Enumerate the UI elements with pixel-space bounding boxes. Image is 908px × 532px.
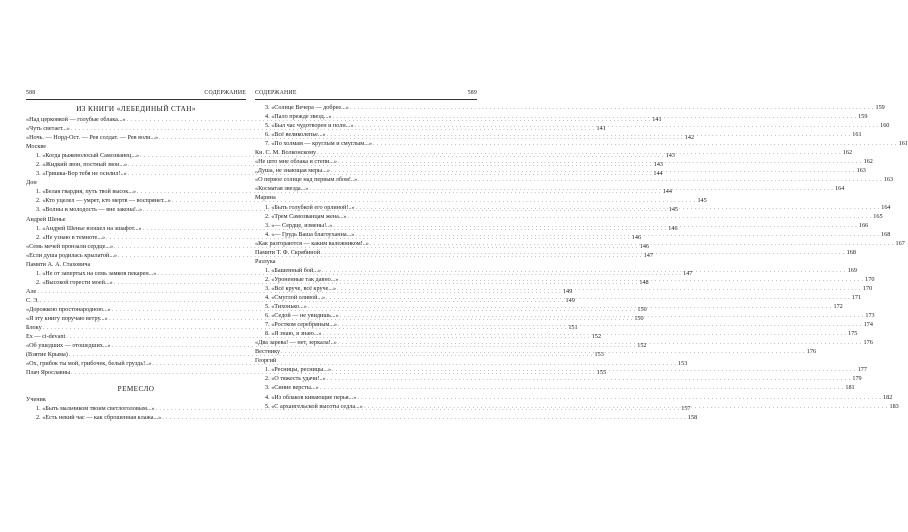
toc-entry-page: 170 [862,284,873,292]
toc-entry-page: 142 [684,134,695,142]
toc-group-heading [26,178,246,187]
toc-entry-title: 6. «Седой — не увидишь...» [265,312,339,320]
toc-entry-title: «Не што мне облака и степи...» [255,158,337,166]
toc-entry-title: С. Э. [26,296,39,304]
dot-leader [355,231,879,240]
toc-entry-title: 2. «Кто уцелел — умрет, кто мертв — воспрянет...» [36,197,171,205]
toc-entry-page: 159 [875,104,885,111]
toc-entry-title: 2. «Уроненные так давно...» [265,275,339,283]
toc-entry-page: 170 [865,275,875,283]
toc-entry-title: (Взятие Крыма) [26,351,68,359]
toc-entry-page: 157 [681,405,691,413]
toc-entry-title: 8. «Я знаю, я знаю...» [265,330,322,338]
toc-entry [255,103,885,112]
page-number-left: 588 [26,90,36,96]
toc-entry-title: 3. «Всё круче, всё круче...» [265,284,337,292]
toc-entry-page: 141 [652,116,662,123]
toc-entry-title: Памяти Т. Ф. Скрябиной [255,248,321,256]
dot-leader [373,140,897,149]
toc-entry-title: Андрей Шенье [26,215,66,223]
dot-leader [327,131,851,140]
toc-entry-title: Плач Ярославны [26,369,71,377]
toc-entry [255,393,893,402]
page-number-right: 589 [467,90,477,96]
dot-leader [317,149,841,158]
toc-entry-page: 148 [639,278,649,286]
dot-leader [339,276,863,285]
header-rule-left [26,99,246,100]
toc-entry-page: 183 [889,402,899,410]
toc-entry-page: 160 [880,122,890,130]
toc-entry-title: 2. «Есть некий час — как сброшенная клажа...» [36,414,162,422]
toc-entry-title: 2. «О тяжесть удачи!..» [265,375,326,383]
toc-entry-page: 164 [881,203,891,211]
toc-entry-title: «Я эту книгу поручаю ветру...» [26,315,108,323]
toc-entry-title: 1. «Быть мальчиком твоим светлоголовым...» [36,405,155,413]
dot-leader [358,176,882,185]
toc-entry-title: 1. «Белая гвардия, путь твой высок...» [36,188,137,196]
toc-entry-title: Дон [26,179,37,187]
toc-entry-page: 168 [846,248,856,256]
toc-entry-title: «Если душа родилась крылатой...» [26,251,117,259]
toc-entry-title: 4. «— Грудь Ваша благоуханна...» [265,230,355,238]
dot-leader [320,384,844,393]
toc-entry-page: 179 [852,375,862,383]
toc-entry-page: 177 [857,366,867,374]
toc-entry-page: 176 [806,348,817,356]
dot-leader [327,375,851,384]
toc-entry-title: «Ох, грибок ты мой, грибочек, белый груздь!..» [26,360,152,368]
running-head-right [255,90,477,99]
running-head-left [26,90,246,99]
toc-entry-page: 143 [665,152,675,160]
toc-group-heading [255,193,477,202]
toc-entry-page: 153 [678,360,688,368]
toc-entry-page: 171 [851,293,862,301]
toc-entry-page: 167 [895,239,905,247]
toc-entry-page: 153 [594,351,604,359]
toc-entry-page: 166 [858,221,869,229]
dot-leader [322,267,846,276]
dot-leader [338,158,862,167]
running-title-left: СОДЕРЖАНИЕ [204,90,246,96]
toc-entry [255,139,908,148]
running-title-right: СОДЕРЖАНИЕ [255,90,297,96]
toc-entry-title: Москве [26,143,46,151]
toc-entry-page: 143 [653,161,664,169]
toc-entry-title: 5. «С архангельской высоты седла...» [265,402,363,410]
dot-leader [356,204,880,213]
toc-entry-page: 165 [873,212,883,220]
toc-entry-page: 146 [631,233,642,241]
toc-entry-title: 1. «Ресницы, ресницы...» [265,366,332,374]
toc-entry-title: 7. «По холмам — круглым и смуглым...» [265,140,372,148]
toc-entry-title: Ученик [26,396,46,404]
toc-entry-title: «Косматая звезда...» [255,185,309,193]
toc-entry-page: 161 [898,140,908,148]
toc-entry-title: 4. «Пало прежде звезд...» [265,113,332,121]
toc-entry-title: «Как разгораются — каким валежником!..» [255,239,369,247]
toc-entry-title: 3. «— Сердце, измены!..» [265,221,333,229]
toc-entry-title: 5. «Был час чудотворен и полн...» [265,122,354,130]
dot-leader [332,366,856,375]
toc-entry-page: 145 [668,206,678,214]
toc-entry-page: 176 [863,339,873,347]
toc-entry-title: 4. «Смуглой оливой...» [265,293,326,301]
dot-leader [338,321,862,330]
dot-leader [337,285,861,294]
toc-entry-page: 149 [565,296,575,304]
dot-leader [326,294,850,303]
toc-entry-title: «Ночь. — Норд-Ост. — Рев солдат. — Рев волн...» [26,134,159,142]
toc-entry-page: 147 [643,251,653,259]
dot-leader [340,312,864,321]
toc-group-heading [26,260,246,269]
toc-entry-title: Марина [255,194,276,202]
section-title-remeslo: РЕМЕСЛО [117,385,155,394]
toc-entry-title: 5. «Тихонько...» [265,303,307,311]
toc-entry-page: 150 [637,305,647,313]
dot-leader [322,330,846,339]
toc-entry-page: 141 [596,125,606,133]
toc-entry-page: 150 [634,315,644,323]
toc-entry-page: 152 [637,342,647,350]
toc-entry-title: «Чуть светает...» [26,125,70,133]
toc-entry-title: «О первое солнце над первым лбом!..» [255,176,358,184]
toc-entry [255,374,862,383]
dot-leader [308,303,832,312]
toc-entry-page: 144 [662,188,672,196]
toc-entry-title: 3. «Синие версты...» [265,384,319,392]
toc-entry-title: Разлука [255,257,276,265]
toc-entry [255,175,894,184]
section-title-lebediny-stan: ИЗ КНИГИ «ЛЕБЕДИНЫЙ СТАН» [76,105,196,113]
toc-group-heading [255,257,477,266]
dot-leader [333,113,857,122]
dot-leader [364,403,888,412]
toc-entry-page: 169 [847,266,857,274]
toc-entry-page: 145 [697,197,707,205]
toc-entry-title: «Два зарева! — нет, зеркала!..» [255,339,337,347]
toc-entry-title: 7. «Ростком серебряным...» [265,321,338,329]
dot-leader [281,348,805,357]
toc-entry-title: 3. «Волны и молодость — вне закона!..» [36,206,143,214]
dot-leader [309,185,833,194]
dot-leader [354,122,878,131]
dot-leader [331,167,855,176]
toc-entry-title: 1. «Когда рыжеволосый Самозванец...» [36,152,140,160]
toc-entry-page: 149 [562,287,573,295]
dot-leader [350,104,874,113]
toc-entry-page: 146 [668,224,678,232]
toc-entry [255,383,855,392]
toc-entry-title: 2. «Жидкий звон, постный звон...» [36,161,128,169]
toc-entry-page: 182 [883,393,893,401]
toc-entry-page: 155 [596,369,607,377]
toc-entry-page: 175 [848,330,858,338]
dot-leader [338,339,862,348]
toc-group-heading [26,142,246,151]
toc-entry-page: 172 [833,303,843,311]
dot-leader [321,249,845,258]
toc-group-heading [255,356,477,365]
toc-entry-title: „Душа, не знающая меры...» [255,167,330,175]
toc-entry-page: 173 [865,312,875,320]
toc-group-heading [26,215,246,224]
toc-entry-page: 158 [687,414,698,422]
toc-entry-title: «Семь мечей пронзали сердце...» [26,242,114,250]
toc-entry-page: 151 [568,324,578,332]
toc-entry-page: 163 [883,176,894,184]
toc-entry-title: 1. «Андрей Шенье взошел на эшафот...» [36,224,142,232]
toc-entry-title: 2. «Высокой горести моей...» [36,278,113,286]
toc-entry-page: 174 [863,321,873,329]
toc-entry-title: 2. «Трем Самозванцам жена...» [265,212,347,220]
toc-entry-title: «Дорожкою простонародною...» [26,305,111,313]
toc-entry-page: 146 [639,242,649,250]
toc-entry-title: 6. «Всё великолепье...» [265,131,326,139]
toc-entry-title: «Об ушедших — отошедших...» [26,342,111,350]
toc-entry-page: 159 [858,113,868,121]
toc-entry-page: 162 [842,149,853,157]
toc-entry-title: 1. «Быть голубкой его орлиной!..» [265,203,355,211]
toc-entry-title: Блоку [26,324,42,332]
toc-entry-page: 163 [856,167,866,175]
toc-entry-title: 4. «Из облаков кивающие перья...» [265,393,357,401]
toc-entry-page: 164 [835,185,845,193]
toc-entry-page: 152 [591,333,602,341]
toc-entry-title: 1. «Башенный бой...» [265,266,322,274]
toc-entry-title: Кн. С. М. Волконскому [255,149,317,157]
toc-entry-page: 147 [683,269,693,277]
toc-group-heading [26,395,246,404]
dot-leader [370,240,894,249]
toc-entry-page: 162 [863,158,873,166]
header-rule-right [255,99,477,100]
toc-entry-title: Вестнику [255,348,281,356]
dot-leader [357,394,881,403]
toc-entry-page: 161 [852,131,862,139]
dot-leader [348,213,872,222]
toc-entry-page: 144 [653,170,663,178]
toc-entry-title: «Над церковкой — голубые облака...» [26,116,126,123]
toc-entry-title: 2. «Не узнаю в темноте...» [36,233,106,241]
dot-leader [333,222,857,231]
toc-entry-title: Памяти А. А. Стаховича [26,260,91,268]
toc-entry-title: 3. «Солнце Вечера — добрее...» [265,104,349,111]
toc-entry-title: Ех — ci-devant [26,333,66,341]
toc-entry-title: 3. «Гришка-Вор тебя не осилил!..» [36,170,127,178]
toc-entry [26,413,698,422]
toc-entry-title: Георгий [255,357,277,365]
toc-entry-page: 168 [881,230,891,238]
toc-entry-page: 181 [845,384,855,392]
toc-entry [255,212,883,221]
toc-entry-title: Але [26,287,37,295]
toc-entry-title: 1. «Не от запертых на семь замков пекарен...» [36,269,157,277]
